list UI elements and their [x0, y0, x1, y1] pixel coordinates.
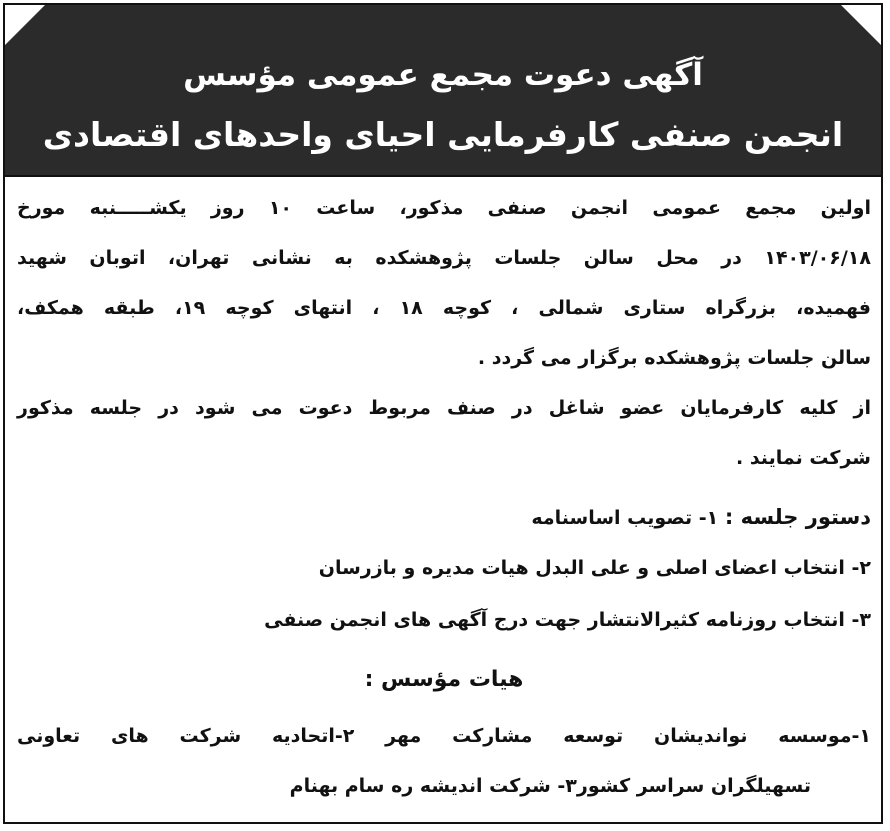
agenda-row: [531, 505, 871, 529]
header-corner-right: [841, 5, 881, 45]
invitation-line-1: از کلیه کارفرمایان عضو شاغل در صنف مربوط دعوت می شود در جلسه مذکور: [17, 397, 871, 419]
agenda-item-2: ۲- انتخاب اعضای اصلی و علی البدل هیات مدیره و بازرسان: [318, 557, 871, 579]
founders-line-1: ۱-موسسه نواندیشان توسعه مشارکت مهر ۲-اتحادیه شرکت های تعاونی: [17, 725, 871, 747]
agenda-item-3: ۳- انتخاب روزنامه کثیرالانتشار جهت درج آگهی های انجمن صنفی: [264, 609, 871, 631]
intro-line-4: سالن جلسات پژوهشکده برگزار می گردد .: [477, 347, 871, 369]
agenda-label: دستور جلسه :: [724, 505, 871, 529]
notice-frame: [3, 3, 883, 824]
invitation-line-2: شرکت نمایند .: [736, 447, 871, 469]
association-name: انجمن صنفی کارفرمایی احیای واحدهای اقتصادی: [42, 115, 844, 154]
founders-heading: هیات مؤسس :: [364, 667, 524, 692]
agenda-item-1: ۱- تصویب اساسنامه: [531, 507, 719, 529]
intro-line-3: فهمیده، بزرگراه ستاری شمالی ، کوچه ۱۸ ، انتهای کوچه ۱۹، طبقه همکف،: [17, 297, 871, 319]
header-corner-left: [5, 5, 45, 45]
notice-title: آگهی دعوت مجمع عمومی مؤسس: [183, 57, 703, 93]
notice-header: [5, 5, 881, 177]
founders-line-2: تسهیلگران سراسر کشور۳- شرکت اندیشه ره سام بهنام: [289, 775, 811, 797]
intro-line-1: اولین مجمع عمومی انجمن صنفی مذکور، ساعت ۱۰ روز یکشـــــنبه مورخ: [17, 197, 871, 219]
intro-line-2: ۱۴۰۳/۰۶/۱۸ در محل سالن جلسات پژوهشکده به نشانی تهران، اتوبان شهید: [17, 247, 871, 269]
